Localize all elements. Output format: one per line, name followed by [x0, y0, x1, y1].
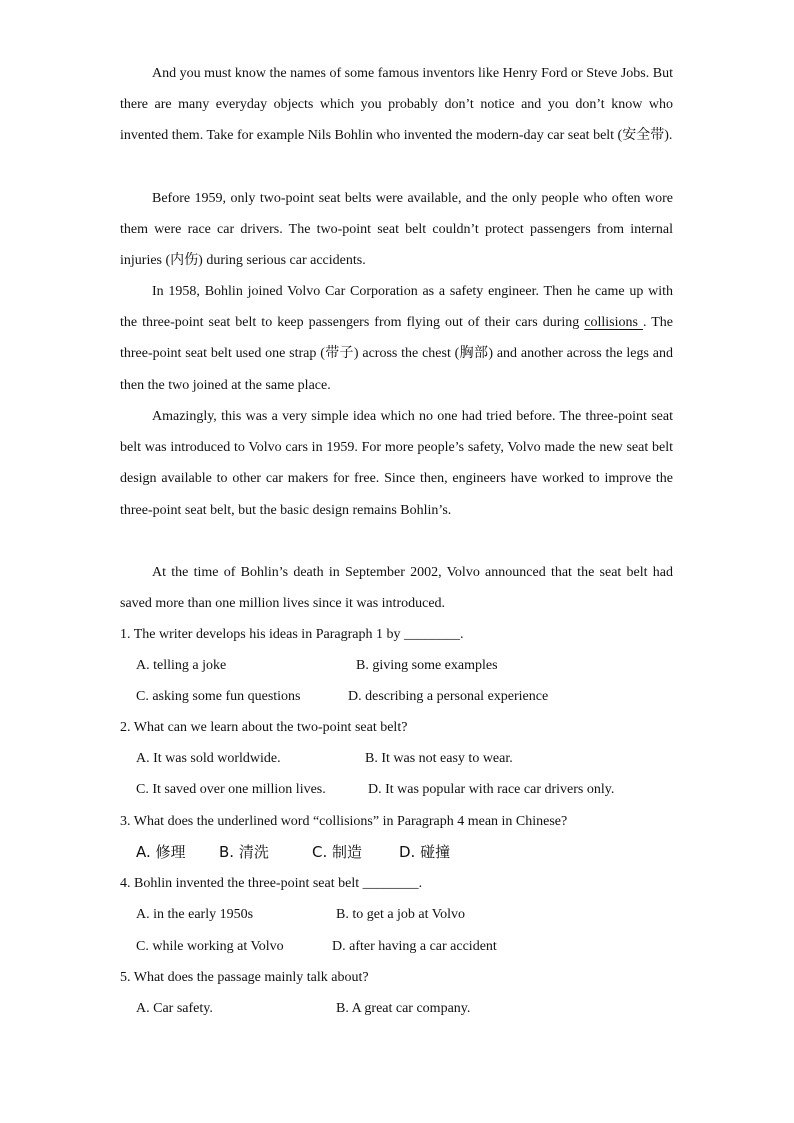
passage-paragraph-5: At the time of Bohlin’s death in September 2002, Volvo announced that the seat belt had saved more than one million lives since it was introduced. — [120, 565, 673, 612]
question-3-option-d: D. 碰撞 — [399, 843, 451, 861]
question-3-option-a: A. 修理 — [136, 843, 186, 861]
question-2-option-c: C. It saved over one million lives. — [136, 782, 326, 797]
passage-paragraph-3 — [120, 276, 673, 401]
question-1-option-a: A. telling a joke — [136, 658, 227, 673]
question-5-option-b: B. A great car company. — [336, 1001, 471, 1016]
question-4-option-a: A. in the early 1950s — [136, 907, 254, 922]
question-3-option-c: C. 制造 — [312, 843, 363, 861]
question-5-stem: 5. What does the passage mainly talk about? — [120, 970, 369, 985]
question-4-stem: 4. Bohlin invented the three-point seat belt ________. — [120, 876, 423, 891]
question-4-option-c: C. while working at Volvo — [136, 939, 284, 954]
question-2-option-a: A. It was sold worldwide. — [136, 751, 281, 766]
question-1-option-c: C. asking some fun questions — [136, 689, 301, 704]
question-4-option-b: B. to get a job at Volvo — [336, 907, 465, 922]
paragraph-3-text-after: . The three-point seat belt used one strap (带子) across the chest (胸部) and another across the legs and then the two joined at the same place. — [120, 315, 674, 393]
question-5-option-a: A. Car safety. — [136, 1001, 213, 1016]
question-1-stem: 1. The writer develops his ideas in Paragraph 1 by ________. — [120, 627, 464, 642]
question-2-option-b: B. It was not easy to wear. — [365, 751, 513, 766]
passage-paragraph-4: Amazingly, this was a very simple idea which no one had tried before. The three-point seat belt was introduced to Volvo cars in 1959. For more people’s safety, Volvo made the new seat belt design available to other car makers for free. Since then, engineers have worked to improve the three-point seat belt, but the basic design remains Bohlin’s. — [120, 409, 673, 518]
question-3-option-b: B. 清洗 — [219, 843, 269, 861]
question-4-option-d: D. after having a car accident — [332, 939, 497, 954]
question-2-stem: 2. What can we learn about the two-point seat belt? — [120, 720, 408, 735]
passage-paragraph-2: Before 1959, only two-point seat belts were available, and the only people who often wore them were race car drivers. The two-point seat belt couldn’t protect passengers from internal injuries (内伤) during serious car accidents. — [120, 191, 673, 269]
passage-paragraph-1: And you must know the names of some famous inventors like Henry Ford or Steve Jobs. But there are many everyday objects which you probably don’t notice and you don’t know who invented them. Take for example Nils Bohlin who invented the modern-day car seat belt (安全带). — [120, 66, 673, 144]
question-2-option-d: D. It was popular with race car drivers only. — [368, 782, 615, 797]
question-1-option-d: D. describing a personal experience — [348, 689, 549, 704]
underlined-word-collisions: collisions — [584, 315, 643, 331]
question-3-stem: 3. What does the underlined word “collisions” in Paragraph 4 mean in Chinese? — [120, 814, 568, 829]
paragraph-3-text-before: In 1958, Bohlin joined Volvo Car Corporation as a safety engineer. Then he came up with the three-point seat belt to keep passengers from flying out of their cars during — [120, 284, 673, 331]
question-1-option-b: B. giving some examples — [356, 658, 498, 673]
